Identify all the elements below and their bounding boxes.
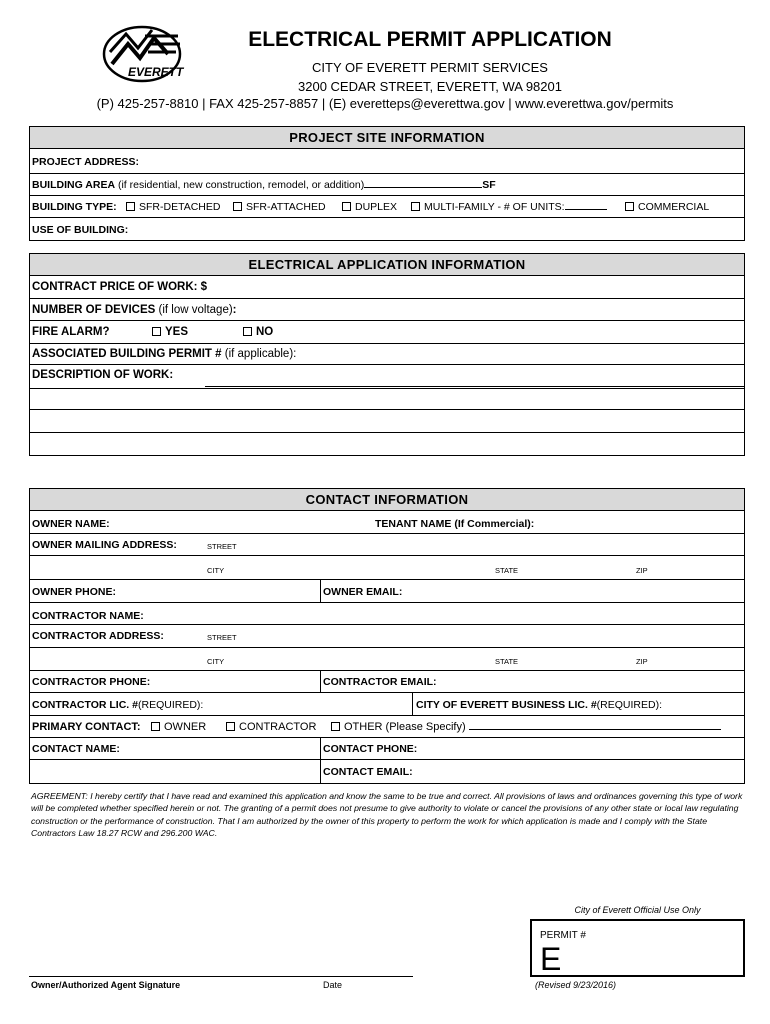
type-commercial[interactable]: COMMERCIAL xyxy=(625,201,709,213)
signature-label: Owner/Authorized Agent Signature xyxy=(31,980,181,990)
description-line[interactable] xyxy=(30,433,744,455)
building-area-row[interactable]: BUILDING AREA (if residential, new construction, remodel, or addition) SF xyxy=(30,174,744,196)
contact-name-row[interactable]: CONTACT NAME: CONTACT PHONE: xyxy=(30,738,744,760)
contract-price-row[interactable]: CONTRACT PRICE OF WORK: $ xyxy=(30,276,744,299)
description-line[interactable] xyxy=(30,410,744,433)
agreement-text: AGREEMENT: I hereby certify that I have read and examined this application and know the same to be true and correct. All provisions of laws and ordinances governing this type of work will be completed whether specified herein or not. The granting of a permit does not presume to give authority to violate or cancel the provisions of any other state or local law regulating construction or the performance of construction. That I am authorized by the owner of this property to perform the work for which application is made and I comply with the State Contractors Law 18.27 RCW and 296.200 WAC. xyxy=(31,791,743,838)
contractor-phone-row[interactable]: CONTRACTOR PHONE: CONTRACTOR EMAIL: xyxy=(30,671,744,693)
type-multi-family[interactable]: MULTI-FAMILY - # OF UNITS: xyxy=(411,201,607,213)
section-title: PROJECT SITE INFORMATION xyxy=(30,127,744,149)
owner-city-row[interactable]: CITY STATE ZIP xyxy=(30,556,744,580)
fire-alarm-yes[interactable]: YES xyxy=(152,326,188,338)
contractor-lic-row[interactable]: CONTRACTOR LIC. #(REQUIRED): CITY OF EVERETT BUSINESS LIC. #(REQUIRED): xyxy=(30,693,744,716)
primary-contact-row: PRIMARY CONTACT: OWNER CONTRACTOR OTHER (Please Specify) xyxy=(30,716,744,738)
official-use-label: City of Everett Official Use Only xyxy=(574,905,701,915)
svg-text:EVERETT: EVERETT xyxy=(128,65,184,79)
permit-prefix: E xyxy=(540,941,562,977)
type-sfr-detached[interactable]: SFR-DETACHED xyxy=(126,201,220,213)
dept-name: CITY OF EVERETT PERMIT SERVICES xyxy=(312,60,548,75)
contractor-city-row[interactable]: CITY STATE ZIP xyxy=(30,648,744,671)
contact-email-row[interactable]: CONTACT EMAIL: xyxy=(30,760,744,783)
devices-row[interactable]: NUMBER OF DEVICES (if low voltage): xyxy=(30,299,744,321)
owner-mailing-row[interactable]: OWNER MAILING ADDRESS: STREET xyxy=(30,534,744,556)
project-site-section xyxy=(29,126,745,241)
owner-phone-row[interactable]: OWNER PHONE: OWNER EMAIL: xyxy=(30,580,744,603)
building-type-row: BUILDING TYPE: SFR-DETACHED SFR-ATTACHED DUPLEX MULTI-FAMILY - # OF UNITS: COMMERCIAL xyxy=(30,196,744,218)
signature-line[interactable] xyxy=(29,976,413,977)
permit-number-box xyxy=(530,919,745,977)
project-address-row[interactable]: PROJECT ADDRESS: xyxy=(30,149,744,174)
contractor-address-row[interactable]: CONTRACTOR ADDRESS: STREET xyxy=(30,625,744,648)
dept-address: 3200 CEDAR STREET, EVERETT, WA 98201 xyxy=(298,79,562,94)
description-line[interactable] xyxy=(30,388,744,410)
page-title: ELECTRICAL PERMIT APPLICATION xyxy=(248,28,612,51)
fire-alarm-no[interactable]: NO xyxy=(243,326,273,338)
fire-alarm-row: FIRE ALARM? YES NO xyxy=(30,321,744,344)
description-row[interactable]: DESCRIPTION OF WORK: xyxy=(30,365,744,388)
date-label: Date xyxy=(323,980,343,990)
owner-name-row[interactable]: OWNER NAME: TENANT NAME (If Commercial): xyxy=(30,511,744,534)
dept-contact: (P) 425-257-8810 | FAX 425-257-8857 | (E) everetteps@everettwa.gov | www.everettwa.gov/permits xyxy=(96,96,674,111)
pc-owner-checkbox[interactable]: OWNER xyxy=(151,721,206,733)
contractor-name-row[interactable]: CONTRACTOR NAME: xyxy=(30,603,744,625)
revised-date: (Revised 9/23/2016) xyxy=(535,980,617,990)
pc-other-checkbox[interactable]: OTHER (Please Specify) xyxy=(331,721,721,733)
permit-label: PERMIT # xyxy=(540,930,586,941)
electrical-section xyxy=(29,253,745,456)
use-of-building-row[interactable]: USE OF BUILDING: xyxy=(32,224,129,236)
contact-section xyxy=(29,488,745,784)
assoc-permit-row[interactable]: ASSOCIATED BUILDING PERMIT # (if applicable): xyxy=(30,344,744,365)
type-duplex[interactable]: DUPLEX xyxy=(342,201,397,213)
section-title: CONTACT INFORMATION xyxy=(30,489,744,511)
type-sfr-attached[interactable]: SFR-ATTACHED xyxy=(233,201,326,213)
pc-contractor-checkbox[interactable]: CONTRACTOR xyxy=(226,721,316,733)
section-title: ELECTRICAL APPLICATION INFORMATION xyxy=(30,254,744,276)
